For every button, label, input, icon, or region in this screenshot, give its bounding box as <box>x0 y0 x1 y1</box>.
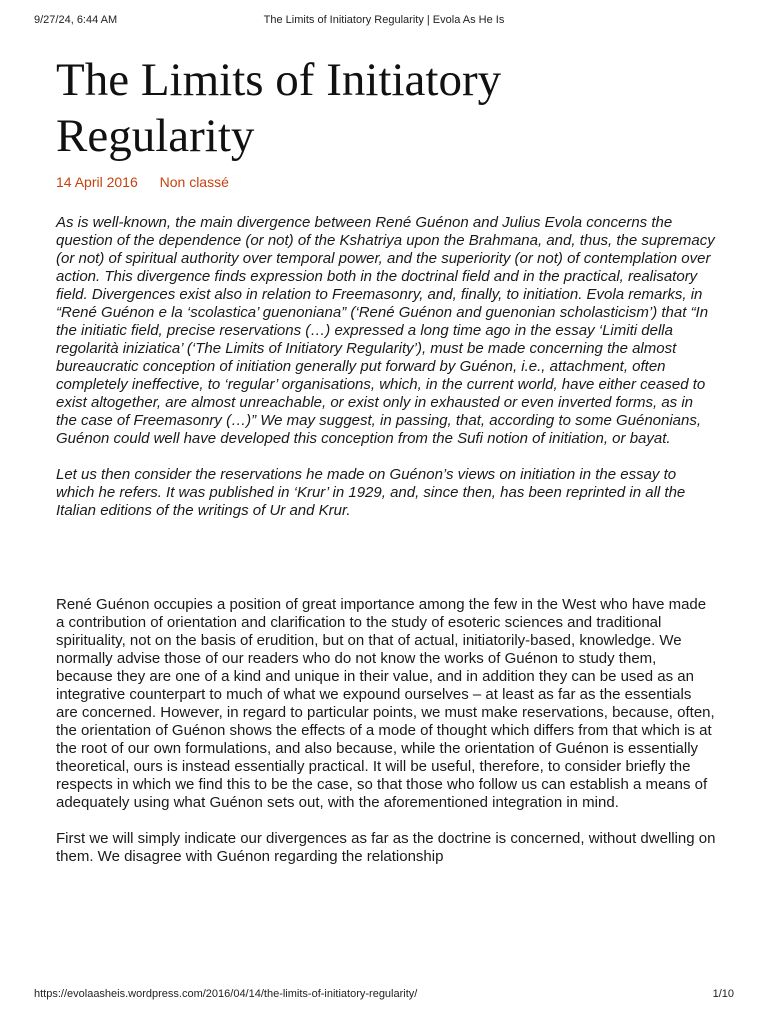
intro-section <box>56 214 716 520</box>
body-paragraph: René Guénon occupies a position of great importance among the few in the West who have made a contribution of orientation and clarification to the study of esoteric sciences and traditional spirituality, not on the basis of erudition, but on that of actual, initiatorily-based, knowledge. We normally advise those of our readers who do not know the works of Guénon to study them, because they are one of a kind and unique in their value, and in addition they can be used as an integrative counterpart to much of what we expound ourselves – at least as far as the essentials are concerned. However, in regard to particular points, we must make reservations, because, often, the orientation of Guénon shows the effects of a mode of thought which differs from that which is at the root of our own formulations, and also because, while the orientation of Guénon is essentially theoretical, ours is instead essentially practical. It will be useful, therefore, to consider briefly the respects in which we find this to be the case, so that those who follow us can establish a means of adequately using what Guénon sets out, with the aforementioned integration in mind. <box>56 596 715 811</box>
body-section <box>56 596 716 866</box>
intro-paragraph: As is well-known, the main divergence between René Guénon and Julius Evola concerns the question of the dependence (or not) of the Kshatriya upon the Brahmana, and, thus, the supremacy (or not) of spiritual authority over temporal power, and the superiority (or not) of contemplation over action. This divergence finds expression both in the doctrinal field and in the practical, realisatory field. Divergences exist also in relation to Freemasonry, and, finally, to initiation. Evola remarks, in “René Guénon e la ‘scolastica’ guenoniana” (‘René Guénon and guenonian scholasticism’) that “In the initiatic field, precise reservations (…) expressed a long time ago in the essay ‘Limiti della regolarità iniziatica’ (‘The Limits of Initiatory Regularity’), must be made concerning the almost bureaucratic conception of initiation generally put forward by Guénon, i.e., attachment, often completely ineffective, to ‘regular’ organisations, which, in the current world, have either ceased to exist altogether, are almost unreachable, or exist only in exhausted or even inverted forms, as in the case of Freemasonry (…)” We may suggest, in passing, that, according to some Guénonians, Guénon could well have developed this conception from the Sufi notion of initiation, or bayat. <box>56 214 715 447</box>
post-category-link[interactable]: Non classé <box>159 174 229 190</box>
print-date: 9/27/24, 6:44 AM <box>34 14 118 26</box>
body-paragraph: First we will simply indicate our divergences as far as the doctrine is concerned, without dwelling on them. We disagree with Guénon regarding the relationship <box>56 830 716 865</box>
print-url: https://evolaasheis.wordpress.com/2016/04/14/the-limits-of-initiatory-regularity/ <box>34 988 418 1000</box>
intro-paragraph: Let us then consider the reservations he made on Guénon’s views on initiation in the essay to which he refers. It was published in ‘Krur’ in 1929, and, since then, has been reprinted in all the Italian editions of the writings of Ur and Krur. <box>56 466 686 519</box>
print-page-title: The Limits of Initiatory Regularity | Evola As He Is <box>263 14 505 26</box>
print-header <box>34 14 734 30</box>
article <box>56 52 716 866</box>
post-meta <box>56 174 716 192</box>
post-title: The Limits of Initiatory Regularity <box>56 54 502 162</box>
print-footer <box>34 988 734 1004</box>
post-date-link[interactable]: 14 April 2016 <box>56 174 138 190</box>
print-page-number: 1/10 <box>712 988 734 1000</box>
